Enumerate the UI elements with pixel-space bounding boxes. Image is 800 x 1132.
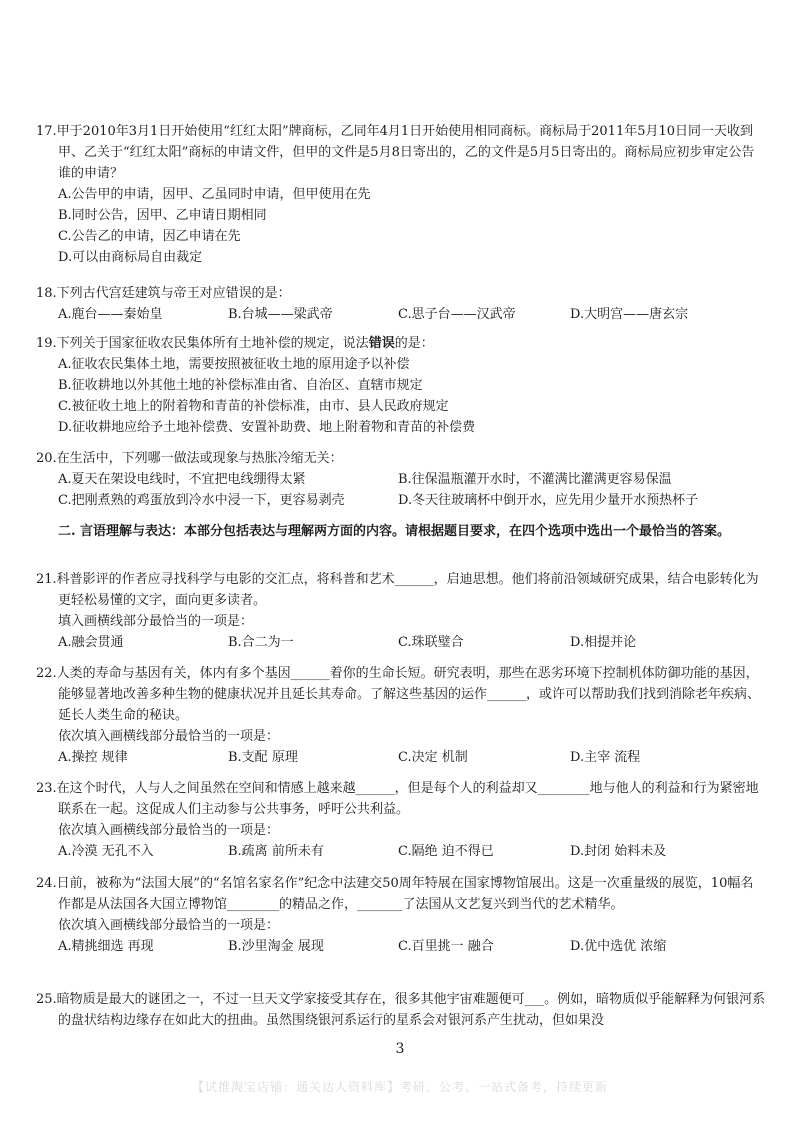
options-row [36, 747, 766, 768]
question-24 [36, 873, 766, 957]
question-21 [36, 569, 766, 653]
stem-suffix: 的是： [394, 336, 434, 351]
option-c: C.百里挑一 融合 [398, 939, 494, 954]
question-stem: 24.日前，被称为“法国大展”的“名馆名家名作”纪念中法建交50周年特展在国家博物馆展出。这是一次重量级的展览，10幅名作都是从法国各大国立博物馆________的精品之作，_______了法国从文艺复兴到当代的艺术精华。 [36, 876, 754, 912]
option-a: A.征收农民集体土地，需要按照被征收土地的原用途予以补偿 [58, 357, 410, 372]
option-c: C.把刚煮熟的鸡蛋放到冷水中浸一下，更容易剥壳 [58, 493, 345, 508]
question-stem: 18.下列古代宫廷建筑与帝王对应错误的是： [36, 286, 291, 301]
option-d: D.冬天往玻璃杯中倒开水，应先用少量开水预热杯子 [398, 493, 699, 508]
options-row [36, 841, 766, 862]
option-d: D.可以由商标局自由裁定 [58, 250, 203, 265]
option-c: C.思子台——汉武帝 [398, 307, 516, 322]
question-25 [36, 989, 766, 1031]
question-17 [36, 121, 766, 268]
option-b: B.合二为一 [228, 635, 294, 650]
options-row [36, 304, 766, 325]
options-row-1 [36, 469, 766, 490]
option-b: B.征收耕地以外其他土地的补偿标准由省、自治区、直辖市规定 [58, 378, 423, 393]
question-prompt: 填入画横线部分最恰当的一项是： [58, 614, 254, 629]
question-stem: 22.人类的寿命与基因有关，体内有多个基因______着你的生命长短。研究表明，那些在恶劣环境下控制机体防御功能的基因，能够显著地改善多种生物的健康状况并且延长其寿命。了解这些基因的运作______，或许可以帮助我们找到消除老年疾病、延长人类生命的秘诀。 [36, 666, 761, 723]
option-b: B.疏离 前所未有 [228, 844, 324, 859]
option-a: A.精挑细选 再现 [58, 939, 154, 954]
option-b: B.往保温瓶灌开水时，不灌满比灌满更容易保温 [398, 472, 672, 487]
question-19 [36, 333, 766, 438]
option-b: B.沙里淘金 展现 [228, 939, 324, 954]
question-prompt: 依次填入画横线部分最恰当的一项是： [58, 729, 280, 744]
option-d: D.主宰 流程 [570, 750, 641, 765]
options-row [36, 936, 766, 957]
option-c: C.珠联璧合 [398, 635, 464, 650]
question-18 [36, 283, 766, 325]
watermark: 【试推淘宝店铺：通关达人资料库】考研、公考、一站式备考，持续更新 [191, 1080, 608, 1094]
option-c: C.被征收土地上的附着物和青苗的补偿标准，由市、县人民政府规定 [58, 399, 449, 414]
question-prompt: 依次填入画横线部分最恰当的一项是： [58, 918, 280, 933]
question-stem: 17.甲于2010年3月1日开始使用“红红太阳”牌商标，乙同年4月1日开始使用相同商标。商标局于2011年5月10日同一天收到甲、乙关于“红红太阳”商标的申请文件，但甲的文件是5月8日寄出的，乙的文件是5月5日寄出的。商标局应初步审定公告谁的申请？ [36, 124, 755, 181]
option-c: C.决定 机制 [398, 750, 468, 765]
question-stem: 21.科普影评的作者应寻找科学与电影的交汇点，将科普和艺术______，启迪思想。他们将前沿领域研究成果，结合电影转化为更轻松易懂的文字，面向更多读者。 [36, 572, 759, 608]
option-c: C.隔绝 迫不得已 [398, 844, 494, 859]
option-d: D.大明宫——唐玄宗 [570, 307, 689, 322]
page-number: 3 [395, 1041, 405, 1057]
option-a: A.操控 规律 [58, 750, 128, 765]
options-row-2 [36, 490, 766, 511]
question-23 [36, 778, 766, 862]
option-a: A.公告甲的申请，因甲、乙虽同时申请，但甲使用在先 [58, 187, 371, 202]
option-d: D.封闭 始料未及 [570, 844, 667, 859]
section-2-title: 二. 言语理解与表达：本部分包括表达与理解两方面的内容。请根据题目要求，在四个选项中选出一个最恰当的答案。 [58, 524, 731, 539]
stem-emphasis: 错误 [368, 336, 395, 351]
option-a: A.融会贯通 [58, 635, 124, 650]
option-c: C.公告乙的申请，因乙申请在先 [58, 229, 241, 244]
option-b: B.支配 原理 [228, 750, 298, 765]
option-a: A.夏天在架设电线时，不宜把电线绷得太紧 [58, 472, 306, 487]
stem-prefix: 19.下列关于国家征收农民集体所有土地补偿的规定，说法 [36, 336, 369, 351]
option-d: D.相提并论 [570, 635, 637, 650]
option-b: B.台城——梁武帝 [228, 307, 333, 322]
options-row [36, 632, 766, 653]
option-d: D.优中选优 浓缩 [570, 939, 667, 954]
option-a: A.鹿台——秦始皇 [58, 307, 163, 322]
question-22 [36, 663, 766, 768]
question-stem [36, 333, 766, 354]
question-stem: 25.暗物质是最大的谜团之一，不过一旦天文学家接受其存在，很多其他宇宙难题便可___。例如，暗物质似乎能解释为何银河系的盘状结构边缘存在如此大的扭曲。虽然围绕银河系运行的星系会对银河系产生扰动，但如果没 [36, 992, 766, 1028]
section-heading [36, 521, 766, 542]
option-a: A.冷漠 无孔不入 [58, 844, 154, 859]
option-d: D.征收耕地应给予土地补偿费、安置补助费、地上附着物和青苗的补偿费 [58, 420, 476, 435]
question-20 [36, 448, 766, 511]
question-stem: 23.在这个时代，人与人之间虽然在空间和情感上越来越______，但是每个人的利益却又________地与他人的利益和行为紧密地联系在一起。这促成人们主动参与公共事务，呼吁公共利益。 [36, 781, 759, 817]
question-prompt: 依次填入画横线部分最恰当的一项是： [58, 823, 280, 838]
option-b: B.同时公告，因甲、乙申请日期相同 [58, 208, 267, 223]
question-stem: 20.在生活中，下列哪一做法或现象与热胀冷缩无关： [36, 451, 343, 466]
